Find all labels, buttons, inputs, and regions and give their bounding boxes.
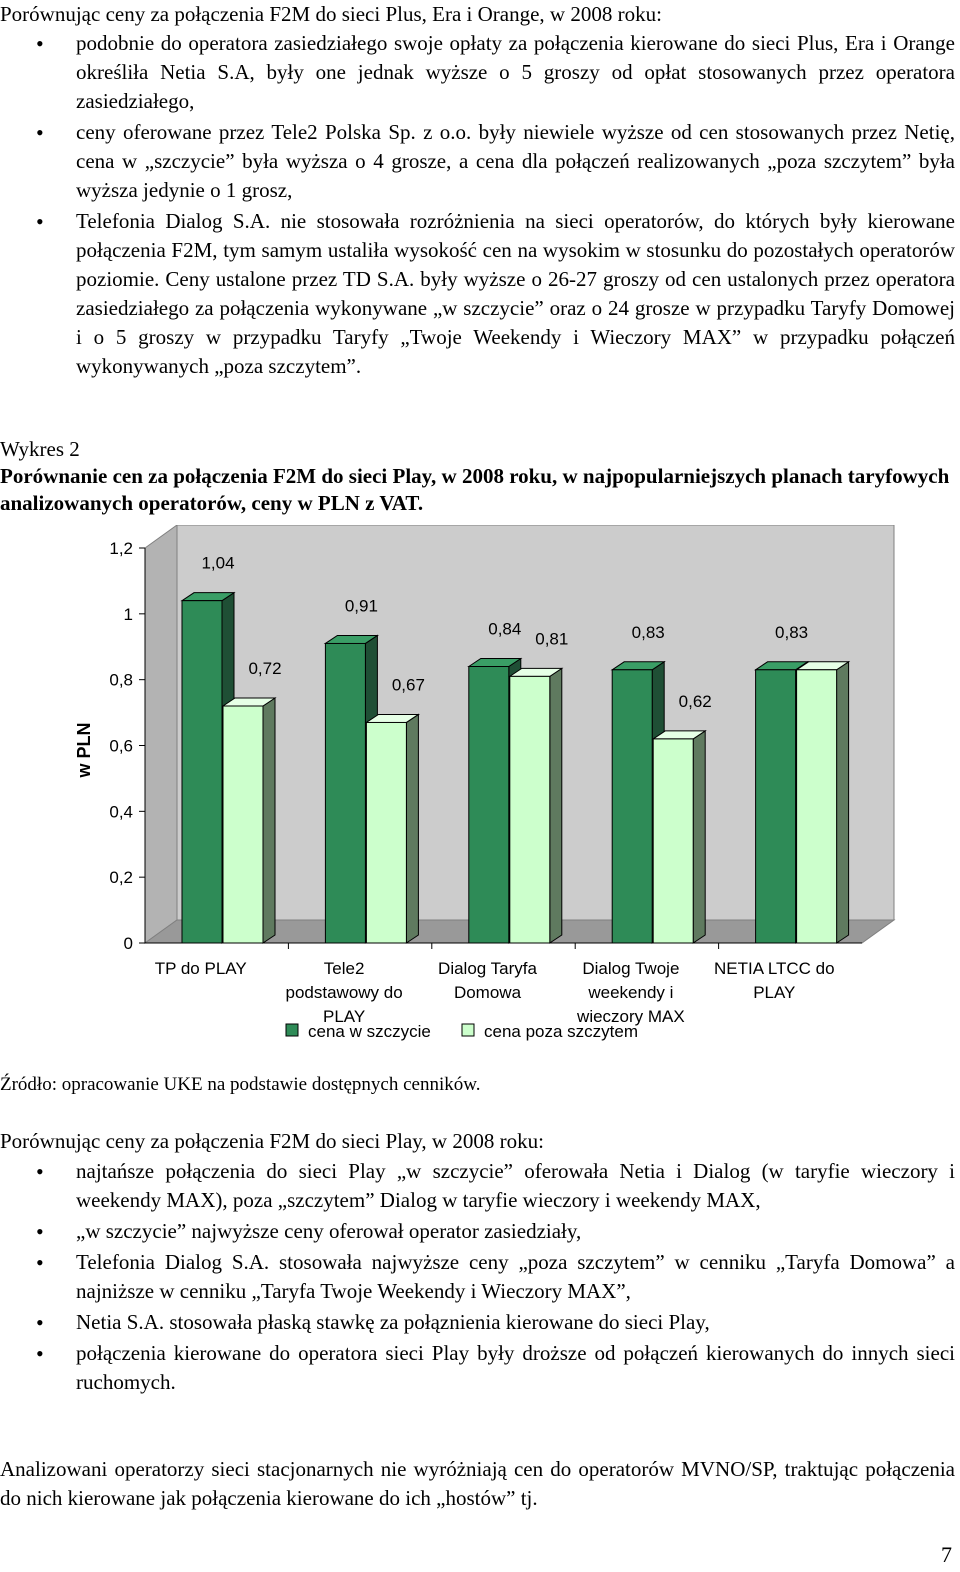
- x-tick-label: PLAY: [753, 983, 796, 1002]
- y-tick-label: 0,8: [109, 670, 133, 690]
- figure-label: Wykres 2: [0, 437, 80, 461]
- y-tick-label: 0: [123, 934, 133, 953]
- bar: [469, 667, 509, 944]
- bar-side: [406, 714, 418, 943]
- x-tick-label: weekendy i: [588, 983, 674, 1002]
- bar: [510, 676, 550, 943]
- data-label: 0,91: [344, 596, 378, 616]
- list-item: • Netia S.A. stosowała płaską stawkę za połąznienia kierowane do sieci Play,: [0, 1308, 955, 1337]
- closing-paragraph: Analizowani operatorzy sieci stacjonarnych nie wyróżniają cen do operatorów MVNO/SP, traktując połączenia do nich kierowane jak połączenia kierowane do ich „hostów” tj.: [0, 1457, 955, 1510]
- source-note: Źródło: opracowanie UKE na podstawie dostępnych cenników.: [0, 1074, 481, 1095]
- data-label: 1,04: [201, 553, 235, 573]
- list-item: • ceny oferowane przez Tele2 Polska Sp. z o.o. były niewiele wyższe od cen stosowanych przez Netię, cena w „szczycie” była wyższa o 4 grosze, a cena dla połączeń realizowanych „poza szczytem” była wyższa jedynie o 1 grosz,: [0, 118, 955, 205]
- bar: [612, 670, 652, 943]
- bar-chart: [0, 525, 960, 1070]
- y-axis-title: w PLN: [74, 722, 94, 778]
- x-tick-label: Dialog Twoje: [582, 959, 680, 978]
- bar: [325, 643, 365, 943]
- list-item: • podobnie do operatora zasiedziałego swoje opłaty za połączenia kierowane do sieci Plus, Era i Orange określiła Netia S.A, były one jednak wyższe o 5 groszy od opłat stosowanych przez operatora zasiedziałego,: [0, 29, 955, 116]
- data-label: 0,81: [535, 629, 569, 649]
- bar: [223, 706, 263, 943]
- x-tick-label: NETIA LTCC do: [713, 959, 835, 978]
- data-label: 0,62: [678, 691, 712, 711]
- data-label: 0,67: [391, 675, 425, 695]
- chart-side-wall: [145, 525, 177, 943]
- data-label: 0,83: [631, 622, 665, 642]
- data-label: 0,83: [775, 622, 809, 642]
- bar: [797, 670, 837, 943]
- x-tick-label: Tele2: [323, 959, 365, 978]
- figure-caption: [0, 436, 955, 517]
- legend-label: cena w szczycie: [308, 1022, 431, 1041]
- bullet-list-2: [0, 1157, 955, 1399]
- intro-paragraph-2: Porównując ceny za połączenia F2M do sieci Play, w 2008 roku:: [0, 1129, 544, 1153]
- bar: [366, 722, 406, 943]
- bar-side: [693, 731, 705, 943]
- y-tick-label: 0,4: [109, 802, 133, 822]
- x-tick-label: podstawowy do: [285, 983, 403, 1002]
- x-tick-label: wieczory MAX: [577, 1007, 685, 1026]
- list-item: • Telefonia Dialog S.A. nie stosowała rozróżnienia na sieci operatorów, do których były kierowane połączenia F2M, tym samym ustaliła wysokość cen na wysokim w stosunku do pozostałych operatorów poziomie. Ceny ustalone przez TD S.A. były wyższe o 26-27 groszy od cen ustalonych przez operatora zasiedziałego za połączenia wykonywane „w szczycie” oraz o 24 grosze w przypadku Taryfy Domowej i o 5 groszy w przypadku Taryfy „Twoje Weekendy i Wieczory MAX” w przypadku połączeń wykonywanych „poza szczytem”.: [0, 207, 955, 381]
- page-number: 7: [941, 1542, 952, 1567]
- list-item: • „w szczycie” najwyższe ceny oferował operator zasiedziały,: [0, 1217, 955, 1246]
- list-item: • połączenia kierowane do operatora sieci Play były droższe od połączeń kierowanych do innych sieci ruchomych.: [0, 1339, 955, 1397]
- list-item: • najtańsze połączenia do sieci Play „w szczycie” oferowała Netia i Dialog (w taryfie wieczory i weekendy MAX), poza „szczytem” Dialog w taryfie wieczory i weekendy MAX,: [0, 1157, 955, 1215]
- y-tick-label: 0,6: [109, 736, 133, 756]
- bar-side: [837, 662, 849, 943]
- x-tick-label: Domowa: [453, 983, 522, 1002]
- bullet-list-1: [0, 29, 955, 383]
- legend-swatch: [286, 1024, 298, 1036]
- y-tick-label: 1: [123, 604, 133, 624]
- y-tick-label: 1,2: [109, 539, 133, 558]
- data-label: 0,84: [488, 619, 522, 639]
- x-tick-label: PLAY: [322, 1007, 366, 1026]
- bar: [182, 601, 222, 943]
- bar: [653, 739, 693, 943]
- intro-paragraph-1: Porównując ceny za połączenia F2M do sieci Plus, Era i Orange, w 2008 roku:: [0, 2, 662, 26]
- bar-side: [263, 698, 275, 943]
- data-label: 0,72: [248, 659, 282, 678]
- legend-swatch: [462, 1024, 474, 1036]
- x-tick-label: TP do PLAY: [154, 959, 247, 978]
- bar: [756, 670, 796, 943]
- list-item: • Telefonia Dialog S.A. stosowała najwyższe ceny „poza szczytem” w cenniku „Taryfa Domowa” a najniższe w cenniku „Taryfa Twoje Weekendy i Wieczory MAX”,: [0, 1248, 955, 1306]
- y-tick-label: 0,2: [109, 868, 133, 888]
- bar-side: [550, 668, 562, 943]
- legend-label: cena poza szczytem: [484, 1022, 639, 1041]
- figure-title: Porównanie cen za połączenia F2M do sieci Play, w 2008 roku, w najpopularniejszych planach taryfowych analizowanych operatorów, ceny w PLN z VAT.: [0, 464, 950, 515]
- x-tick-label: Dialog Taryfa: [438, 959, 537, 978]
